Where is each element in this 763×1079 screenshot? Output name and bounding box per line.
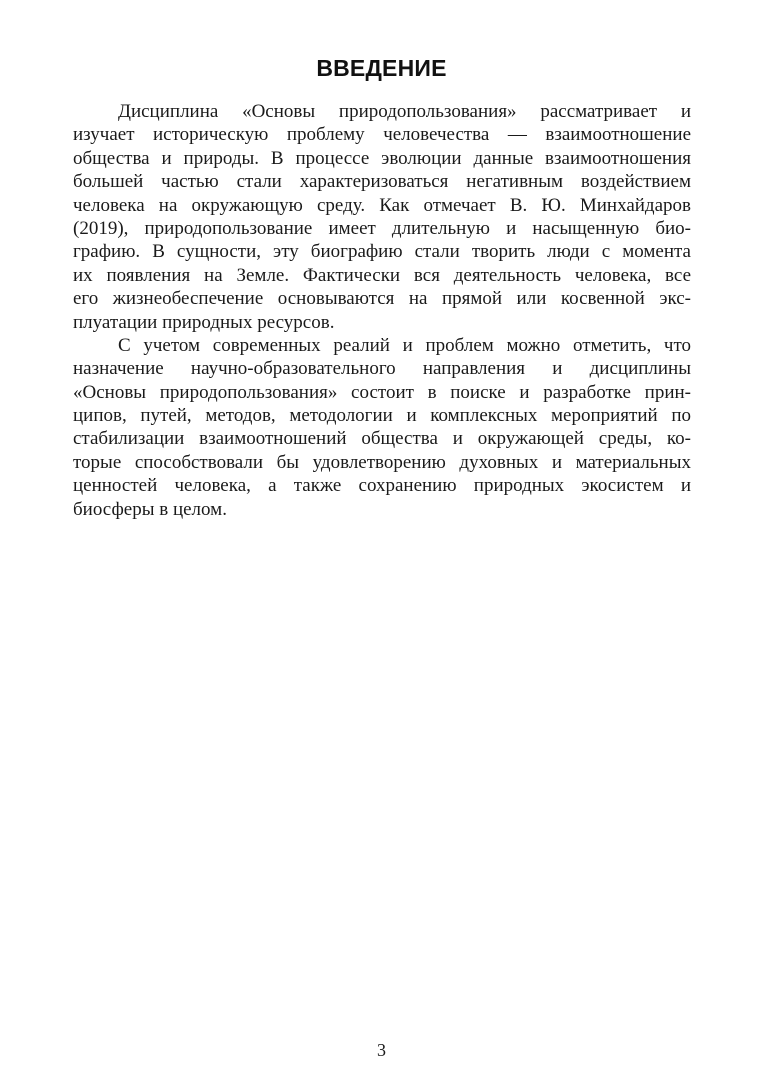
text-line: торые способствовали бы удовлетворению духовных и материальных — [73, 451, 691, 473]
text-line: изучает историческую проблему человечества — взаимоотношение — [73, 124, 691, 146]
text-line: биосферы в целом. — [73, 498, 227, 520]
text-line: графию. В сущности, эту биографию стали творить люди с момента — [73, 241, 691, 263]
text-line: назначение научно-образовательного направления и дисциплины — [73, 358, 691, 380]
paragraph-purpose — [73, 334, 691, 521]
text-line: его жизнеобеспечение основываются на прямой или косвенной экс- — [73, 288, 691, 310]
paragraph-intro — [73, 100, 691, 334]
text-line: стабилизации взаимоотношений общества и окружающей среды, ко- — [73, 428, 691, 450]
text-line: человека на окружающую среду. Как отмечает В. Ю. Минхайдаров — [73, 194, 691, 216]
text-line: их появления на Земле. Фактически вся деятельность человека, все — [73, 264, 691, 286]
text-line: (2019), природопользование имеет длительную и насыщенную био- — [73, 217, 691, 239]
text-line: общества и природы. В процессе эволюции данные взаимоотношения — [73, 147, 691, 169]
text-line: «Основы природопользования» состоит в поиске и разработке прин- — [73, 381, 691, 403]
page-number: 3 — [377, 1040, 386, 1060]
text-line: ценностей человека, а также сохранению природных экосистем и — [73, 475, 691, 497]
text-line: большей частью стали характеризоваться негативным воздействием — [73, 171, 691, 193]
text-line: С учетом современных реалий и проблем можно отметить, что — [118, 334, 691, 356]
text-line: плуатации природных ресурсов. — [73, 311, 335, 333]
text-line: Дисциплина «Основы природопользования» рассматривает и — [118, 101, 691, 122]
document-body — [73, 100, 691, 521]
text-line: ципов, путей, методов, методологии и комплексных мероприятий по — [73, 405, 691, 427]
page-title: ВВЕДЕНИЕ — [316, 55, 447, 81]
